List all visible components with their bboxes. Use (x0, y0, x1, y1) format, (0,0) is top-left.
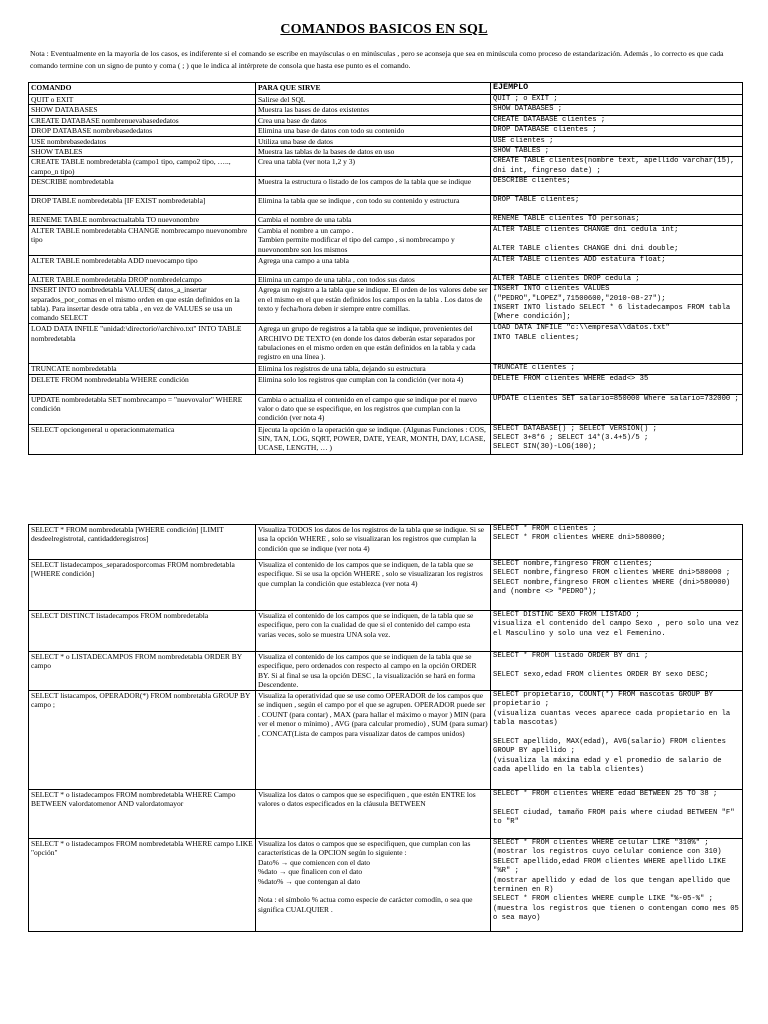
cell-ejemplo: SELECT DATABASE() ; SELECT VERSION() ; SELECT 3+8*6 ; SELECT 14*(3.4+5)/5 ; SELECT SIN(30)-LOG(100); (491, 424, 743, 454)
cell-ejemplo: INSERT INTO clientes VALUES ("PEDRO","LOPEZ",71500600,"2010-08-27"); INSERT INTO listado SELECT * 6 listadecampos FROM tabla [Where condición]; (491, 285, 743, 324)
intro-note: Nota : Eventualmente en la mayoría de los casos, es indiferente si el comando se escribe en mayúsculas o en minúsculas , pero se aconseja que sea en minúscula como proceso de estandarización. Además , lo correcto es que cada comando termine con un signo de punto y coma ( ; ) que le indica al intérprete de consola que hasta ese punto es el comando. (30, 49, 724, 70)
cell-comando: SELECT listadecampos_separadosporcomas FROM nombredetabla [WHERE condición] (29, 560, 256, 611)
cell-ejemplo: QUIT ; o EXIT ; (491, 95, 743, 105)
table-row (29, 364, 743, 374)
table-row (29, 790, 743, 839)
table-row (29, 324, 743, 364)
cell-comando: ALTER TABLE nombredetabla ADD nuevocampo tipo (29, 255, 256, 274)
table-row (29, 560, 743, 611)
table-row (29, 126, 743, 136)
cell-ejemplo: SELECT * FROM clientes ; SELECT * FROM clientes WHERE dni>580000; (491, 525, 743, 560)
cell-para-que-sirve: Visualiza los datos o campos que se especifiquen, que cumplan con las características de la OPCION según lo siguiente : Dato% → que comiencen con el dato %dato → que finalicen con el dato %dato% → que contengan al dato Nota : el símbolo % actua como especie de carácter comodín, o sea que significa CUALQUIER . (256, 839, 491, 932)
cell-para-que-sirve: Elimina la tabla que se indique , con todo su contenido y estructura (256, 196, 491, 215)
table-row (29, 105, 743, 115)
cell-comando: SELECT * FROM nombredetabla [WHERE condición] [LIMIT desdeelregistrotal, cantidadderegistros] (29, 525, 256, 560)
cell-comando: DROP DATABASE nombrebasededatos (29, 126, 256, 136)
cell-ejemplo: ALTER TABLE clientes DROP cedula ; (491, 274, 743, 284)
cell-ejemplo: UPDATE clientes SET salario=850000 Where salario=732000 ; (491, 394, 743, 424)
cell-ejemplo: SELECT * FROM clientes WHERE edad BETWEEN 25 TO 38 ; SELECT ciudad, tamaño FROM pais where ciudad BETWEEN "F" to "R" (491, 790, 743, 839)
cell-para-que-sirve: Elimina solo los registros que cumplan con la condición (ver nota 4) (256, 374, 491, 394)
cell-ejemplo: SHOW TABLES ; (491, 147, 743, 157)
cell-comando: ALTER TABLE nombredetabla CHANGE nombrecampo nuevonombre tipo (29, 225, 256, 255)
cell-comando: DESCRIBE nombredetabla (29, 177, 256, 196)
cell-comando: CREATE DATABASE nombrenuevabasededatos (29, 115, 256, 125)
cell-ejemplo: RENEME TABLE clientes TO personas; (491, 215, 743, 225)
cell-para-que-sirve: Agrega una campo a una tabla (256, 255, 491, 274)
table-row (29, 652, 743, 691)
table-row (29, 394, 743, 424)
cell-ejemplo: DROP DATABASE clientes ; (491, 126, 743, 136)
cell-para-que-sirve: Visualiza el contenido de los campos que se indiquen, de la tabla que se especifique. Si se usa la opción WHERE , solo se visualizaran los registros que cumplan la condición que establezca (ver nota 4) (256, 560, 491, 611)
header-ejemplo: EJEMPLO (491, 83, 743, 95)
cell-para-que-sirve: Elimina una base de datos con todo su contenido (256, 126, 491, 136)
table-row (29, 157, 743, 177)
commands-table-2 (28, 524, 743, 932)
cell-comando: SHOW TABLES (29, 147, 256, 157)
table-row (29, 196, 743, 215)
cell-comando: DELETE FROM nombredetabla WHERE condición (29, 374, 256, 394)
cell-ejemplo: CREATE DATABASE clientes ; (491, 115, 743, 125)
table-row (29, 839, 743, 932)
cell-para-que-sirve: Cambia o actualiza el contenido en el campo que se indique por el nuevo valor o dato que se especifique, en los registros que cumplan con la condición (ver nota 4) (256, 394, 491, 424)
cell-para-que-sirve: Muestra las bases de datos existentes (256, 105, 491, 115)
page-title: COMANDOS BASICOS EN SQL (280, 22, 488, 37)
cell-ejemplo: DROP TABLE clientes; (491, 196, 743, 215)
cell-comando: QUIT o EXIT (29, 95, 256, 105)
commands-table-1 (28, 82, 743, 455)
cell-ejemplo: SHOW DATABASES ; (491, 105, 743, 115)
cell-para-que-sirve: Visualiza los datos o campos que se especifiquen , que estén ENTRE los valores o datos especificados en la cláusula BETWEEN (256, 790, 491, 839)
table-row (29, 274, 743, 284)
cell-para-que-sirve: Ejecuta la opción o la operación que se indique. (Algunas Funciones : COS, SIN, TAN, LOG, SQRT, POWER, DATE, YEAR, MONTH, DAY, LCASE, UCASE, LENGTH, … ) (256, 424, 491, 454)
table-row (29, 374, 743, 394)
table-row (29, 255, 743, 274)
cell-ejemplo: SELECT DISTINC SEXO FROM LISTADO ; visualiza el contenido del campo Sexo , pero solo una vez el Masculino y solo una vez el Femenino. (491, 611, 743, 652)
header-para-que-sirve: PARA QUE SIRVE (256, 83, 491, 95)
cell-para-que-sirve: Muestra las tablas de la bases de datos en uso (256, 147, 491, 157)
cell-ejemplo: CREATE TABLE clientes(nombre text, apellido varchar(15), dni int, fingreso date) ; (491, 157, 743, 177)
table-row (29, 525, 743, 560)
cell-ejemplo: TRUNCATE clientes ; (491, 364, 743, 374)
table-row (29, 136, 743, 146)
cell-ejemplo: USE clientes ; (491, 136, 743, 146)
cell-ejemplo: SELECT nombre,fingreso FROM clientes; SELECT nombre,fingreso FROM clientes WHERE dni>580000 ; SELECT nombre,fingreso FROM clientes WHERE (dni>580000) and (nombre <> "PEDRO"); (491, 560, 743, 611)
table-row (29, 691, 743, 790)
cell-comando: SELECT listacampos, OPERADOR(*) FROM nombretabla GROUP BY campo ; (29, 691, 256, 790)
cell-comando: SHOW DATABASES (29, 105, 256, 115)
cell-ejemplo: ALTER TABLE clientes CHANGE dni cedula int; ALTER TABLE clientes CHANGE dni dni double; (491, 225, 743, 255)
table-row (29, 95, 743, 105)
cell-comando: USE nombrebasededatos (29, 136, 256, 146)
cell-para-que-sirve: Visualiza la operatividad que se use como OPERADOR de los campos que se indiquen , según el campo por el que se agrupen. OPERADOR puede ser . COUNT (para contar) , MAX (para hallar el máximo o mayor ) MIN (para ver el menor o mínimo) , AVG (para calcular promedio) , SUM (para sumar) , CONCAT(Lista de campos para visualizar datos de campos unidos) (256, 691, 491, 790)
cell-comando: UPDATE nombredetabla SET nombrecampo = "nuevovalor" WHERE condición (29, 394, 256, 424)
table-row (29, 285, 743, 324)
cell-para-que-sirve: Visualiza el contenido de los campos que se indiquen de la tabla que se especifique, pero ordenados con respecto al campo en la opción ORDER BY. Si al final se usa la opción DESC , la visualización se hará en forma Descendente. (256, 652, 491, 691)
cell-ejemplo: SELECT * FROM listado ORDER BY dni ; SELECT sexo,edad FROM clientes ORDER BY sexo DESC; (491, 652, 743, 691)
cell-para-que-sirve: Utiliza una base de datos (256, 136, 491, 146)
cell-para-que-sirve: Agrega un registro a la tabla que se indique. El orden de los valores debe ser en el mismo en el que están definidos los campos en la tabla . Los datos de texto y fecha/hora deben ir siempre entre comillas. (256, 285, 491, 324)
cell-comando: SELECT opciongeneral u operacionmatematica (29, 424, 256, 454)
header-comando: COMANDO (29, 83, 256, 95)
cell-para-que-sirve: Agrega un grupo de registros a la tabla que se indique, provenientes del ARCHIVO DE TEXTO (en donde los datos deberán estar separados por tabulaciones en el mismo orden en que están definidos en la tabla y cada registro en una línea ). (256, 324, 491, 364)
cell-comando: ALTER TABLE nombredetabla DROP nombredelcampo (29, 274, 256, 284)
cell-para-que-sirve: Muestra la estructura o listado de los campos de la tabla que se indique (256, 177, 491, 196)
table-row (29, 215, 743, 225)
cell-comando: LOAD DATA INFILE "unidad:\directorio\\archivo.txt" INTO TABLE nombredetabla (29, 324, 256, 364)
cell-ejemplo: ALTER TABLE clientes ADD estatura float; (491, 255, 743, 274)
cell-comando: SELECT * o listadecampos FROM nombredetabla WHERE Campo BETWEEN valordatomenor AND valordatomayor (29, 790, 256, 839)
cell-ejemplo: SELECT * FROM clientes WHERE celular LIKE "310%" ; (mostrar los registros cuyo celular comience con 310) SELECT apellido,edad FROM clientes WHERE apellido LIKE "%R" ; (mostrar apellido y edad de los que tengan apellido que terminen en R) SELECT * FROM clientes WHERE cumple LIKE "%-05-%" ; (muestra los registros que tienen o contengan como mes 05 o sea mayo) (491, 839, 743, 932)
cell-comando: SELECT DISTINCT listadecampos FROM nombredetabla (29, 611, 256, 652)
table-row (29, 177, 743, 196)
cell-para-que-sirve: Elimina los registros de una tabla, dejando su estructura (256, 364, 491, 374)
cell-para-que-sirve: Elimina un campo de una tabla , con todos sus datos (256, 274, 491, 284)
cell-comando: SELECT * o listadecampos FROM nombredetabla WHERE campo LIKE "opción" (29, 839, 256, 932)
cell-comando: RENEME TABLE nombreactualtabla TO nuevonombre (29, 215, 256, 225)
cell-comando: CREATE TABLE nombredetabla (campo1 tipo, campo2 tipo, ….., campo_n tipo) (29, 157, 256, 177)
table-row (29, 611, 743, 652)
cell-ejemplo: DELETE FROM clientes WHERE edad<> 35 (491, 374, 743, 394)
cell-comando: SELECT * o LISTADECAMPOS FROM nombredetabla ORDER BY campo (29, 652, 256, 691)
table-row (29, 225, 743, 255)
cell-ejemplo: DESCRIBE clientes; (491, 177, 743, 196)
cell-para-que-sirve: Visualiza el contenido de los campos que se indiquen, de la tabla que se especifique, pero con la cualidad de que si el contenido del campo esta varias veces, solo se muestra UNA sola vez. (256, 611, 491, 652)
cell-ejemplo: LOAD DATA INFILE "c:\\empresa\\datos.txt" INTO TABLE clientes; (491, 324, 743, 364)
cell-para-que-sirve: Salirse del SQL (256, 95, 491, 105)
cell-comando: DROP TABLE nombredetabla [IF EXIST nombredetabla] (29, 196, 256, 215)
cell-para-que-sirve: Visualiza TODOS los datos de los registros de la tabla que se indique. Si se usa la opción WHERE , solo se visualizaran los registros que cumplan la condición que se indique (ver nota 4) (256, 525, 491, 560)
cell-comando: TRUNCATE nombredetabla (29, 364, 256, 374)
cell-para-que-sirve: Cambia el nombre a un campo . Tambien permite modificar el tipo del campo , si nombrecampo y nuevonombre son los mismos (256, 225, 491, 255)
cell-para-que-sirve: Cambia el nombre de una tabla (256, 215, 491, 225)
cell-para-que-sirve: Crea una base de datos (256, 115, 491, 125)
table-header-row (29, 83, 743, 95)
cell-para-que-sirve: Crea una tabla (ver nota 1,2 y 3) (256, 157, 491, 177)
cell-comando: INSERT INTO nombredetabla VALUES( datos_a_insertar separados_por_comas en el mismo orden en que están definidos en la tabla). Para insertar desde otra tabla , en vez de VALUES se usa un comando SELECT (29, 285, 256, 324)
cell-ejemplo: SELECT propietario, COUNT(*) FROM mascotas GROUP BY propietario ; (visualiza cuantas veces aparece cada propietario en la tabla mascotas) SELECT apellido, MAX(edad), AVG(salario) FROM clientes GROUP BY apellido ; (visualiza la máxima edad y el promedio de salario de cada apellido en la tabla clientes) (491, 691, 743, 790)
table-row (29, 115, 743, 125)
table-row (29, 424, 743, 454)
table-row (29, 147, 743, 157)
